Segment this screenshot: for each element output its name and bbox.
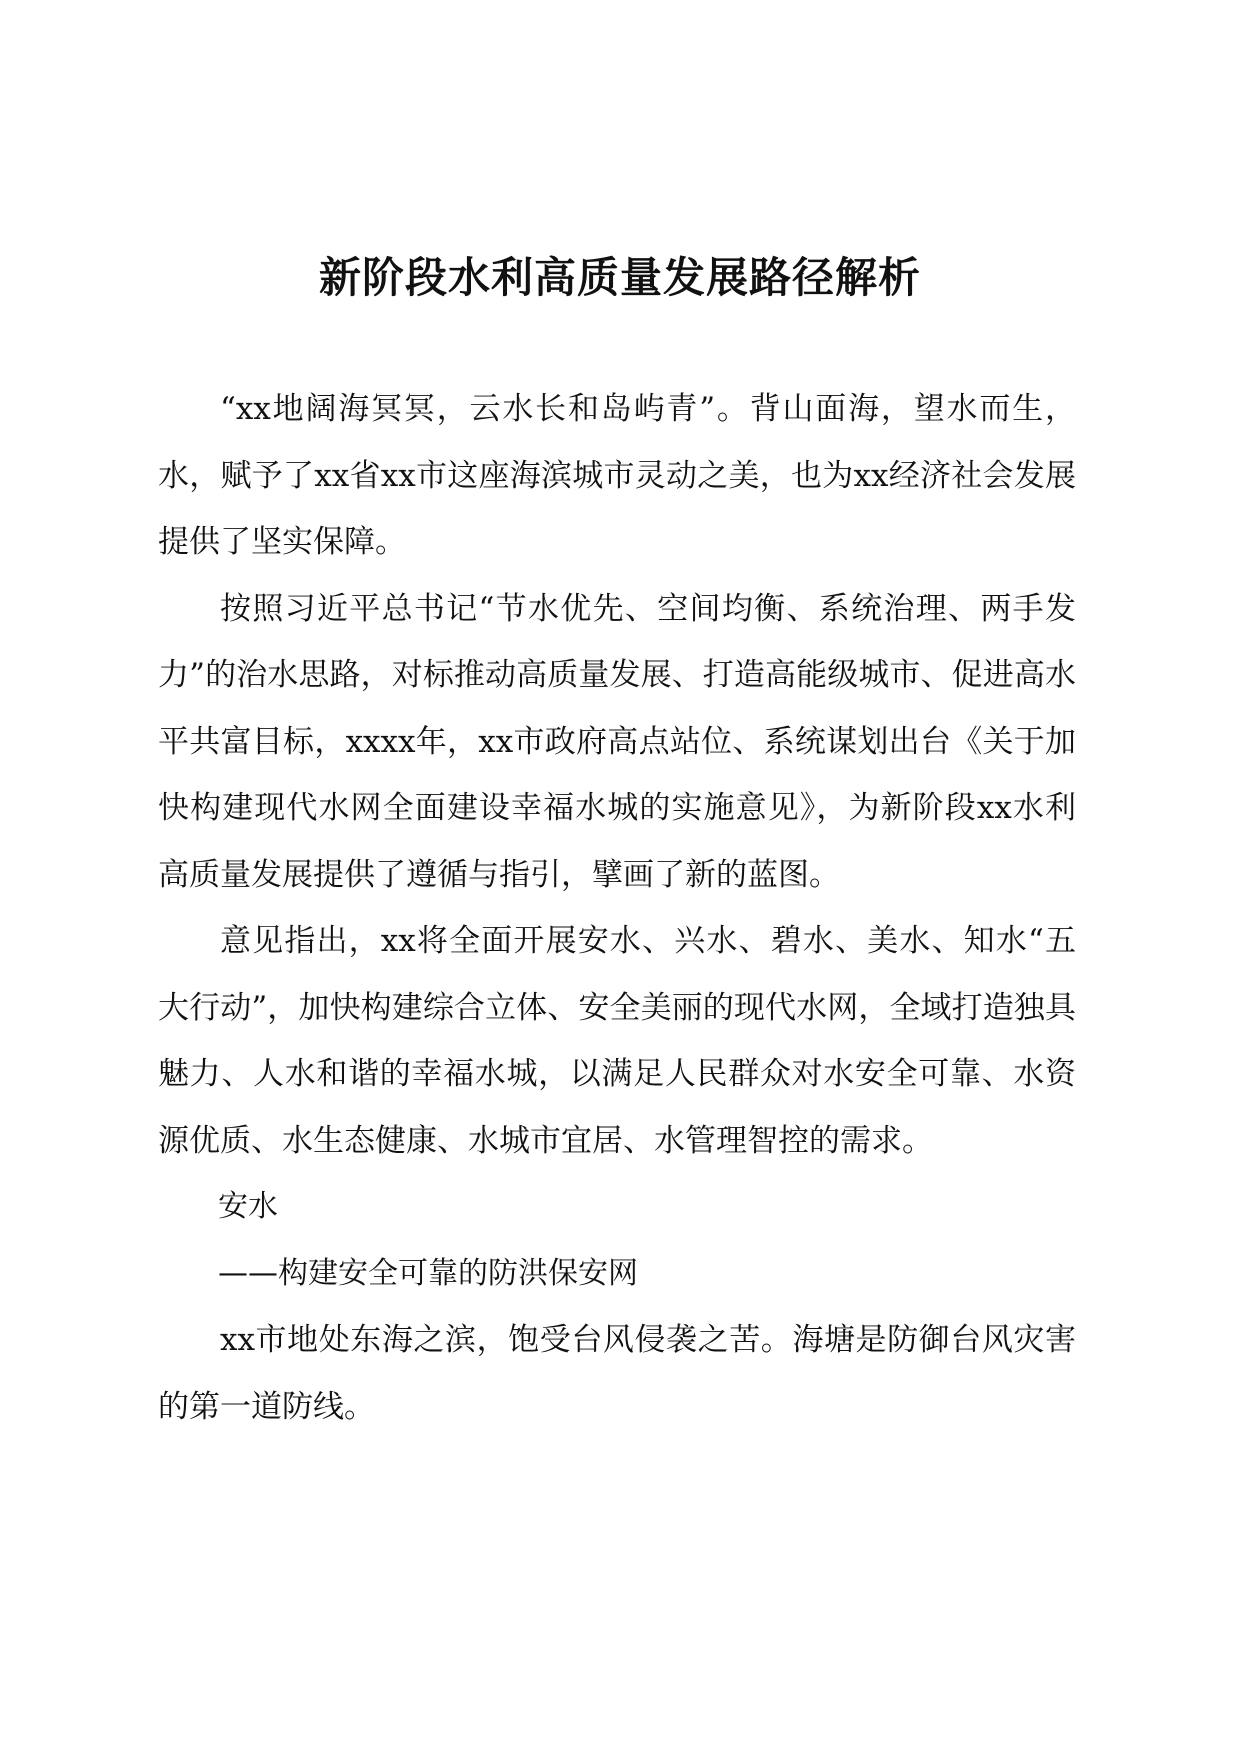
document-title: 新阶段水利高质量发展路径解析 — [318, 253, 921, 302]
paragraph-seawall: xx市地处东海之滨，饱受台风侵袭之苦。海塘是防御台风灾害的第一道防线。 — [158, 1322, 1076, 1425]
paragraph-five-actions: 意见指出，xx将全面开展安水、兴水、碧水、美水、知水“五大行动”，加快构建综合立体、安全美丽的现代水网，全域打造独具魅力、人水和谐的幸福水城，以满足人民群众对水安全可靠、水资源优质、水生态健康、水城市宜居、水管理智控的需求。 — [158, 923, 1076, 1159]
paragraph-policy: 按照习近平总书记“节水优先、空间均衡、系统治理、两手发力”的治水思路，对标推动高质量发展、打造高能级城市、促进高水平共富目标，xxxx年，xx市政府高点站位、系统谋划出台《关于加快构建现代水网全面建设幸福水城的实施意见》，为新阶段xx水利高质量发展提供了遵循与指引，擘画了新的蓝图。 — [158, 590, 1076, 893]
paragraph-intro: “xx地阔海冥冥，云水长和岛屿青”。背山面海，望水而生，水，赋予了xx省xx市这座海滨城市灵动之美，也为xx经济社会发展提供了坚实保障。 — [158, 391, 1076, 560]
section-subheading: ——构建安全可靠的防洪保安网 — [218, 1255, 638, 1291]
section-heading: 安水 — [218, 1189, 278, 1224]
document-body — [158, 376, 1076, 1440]
